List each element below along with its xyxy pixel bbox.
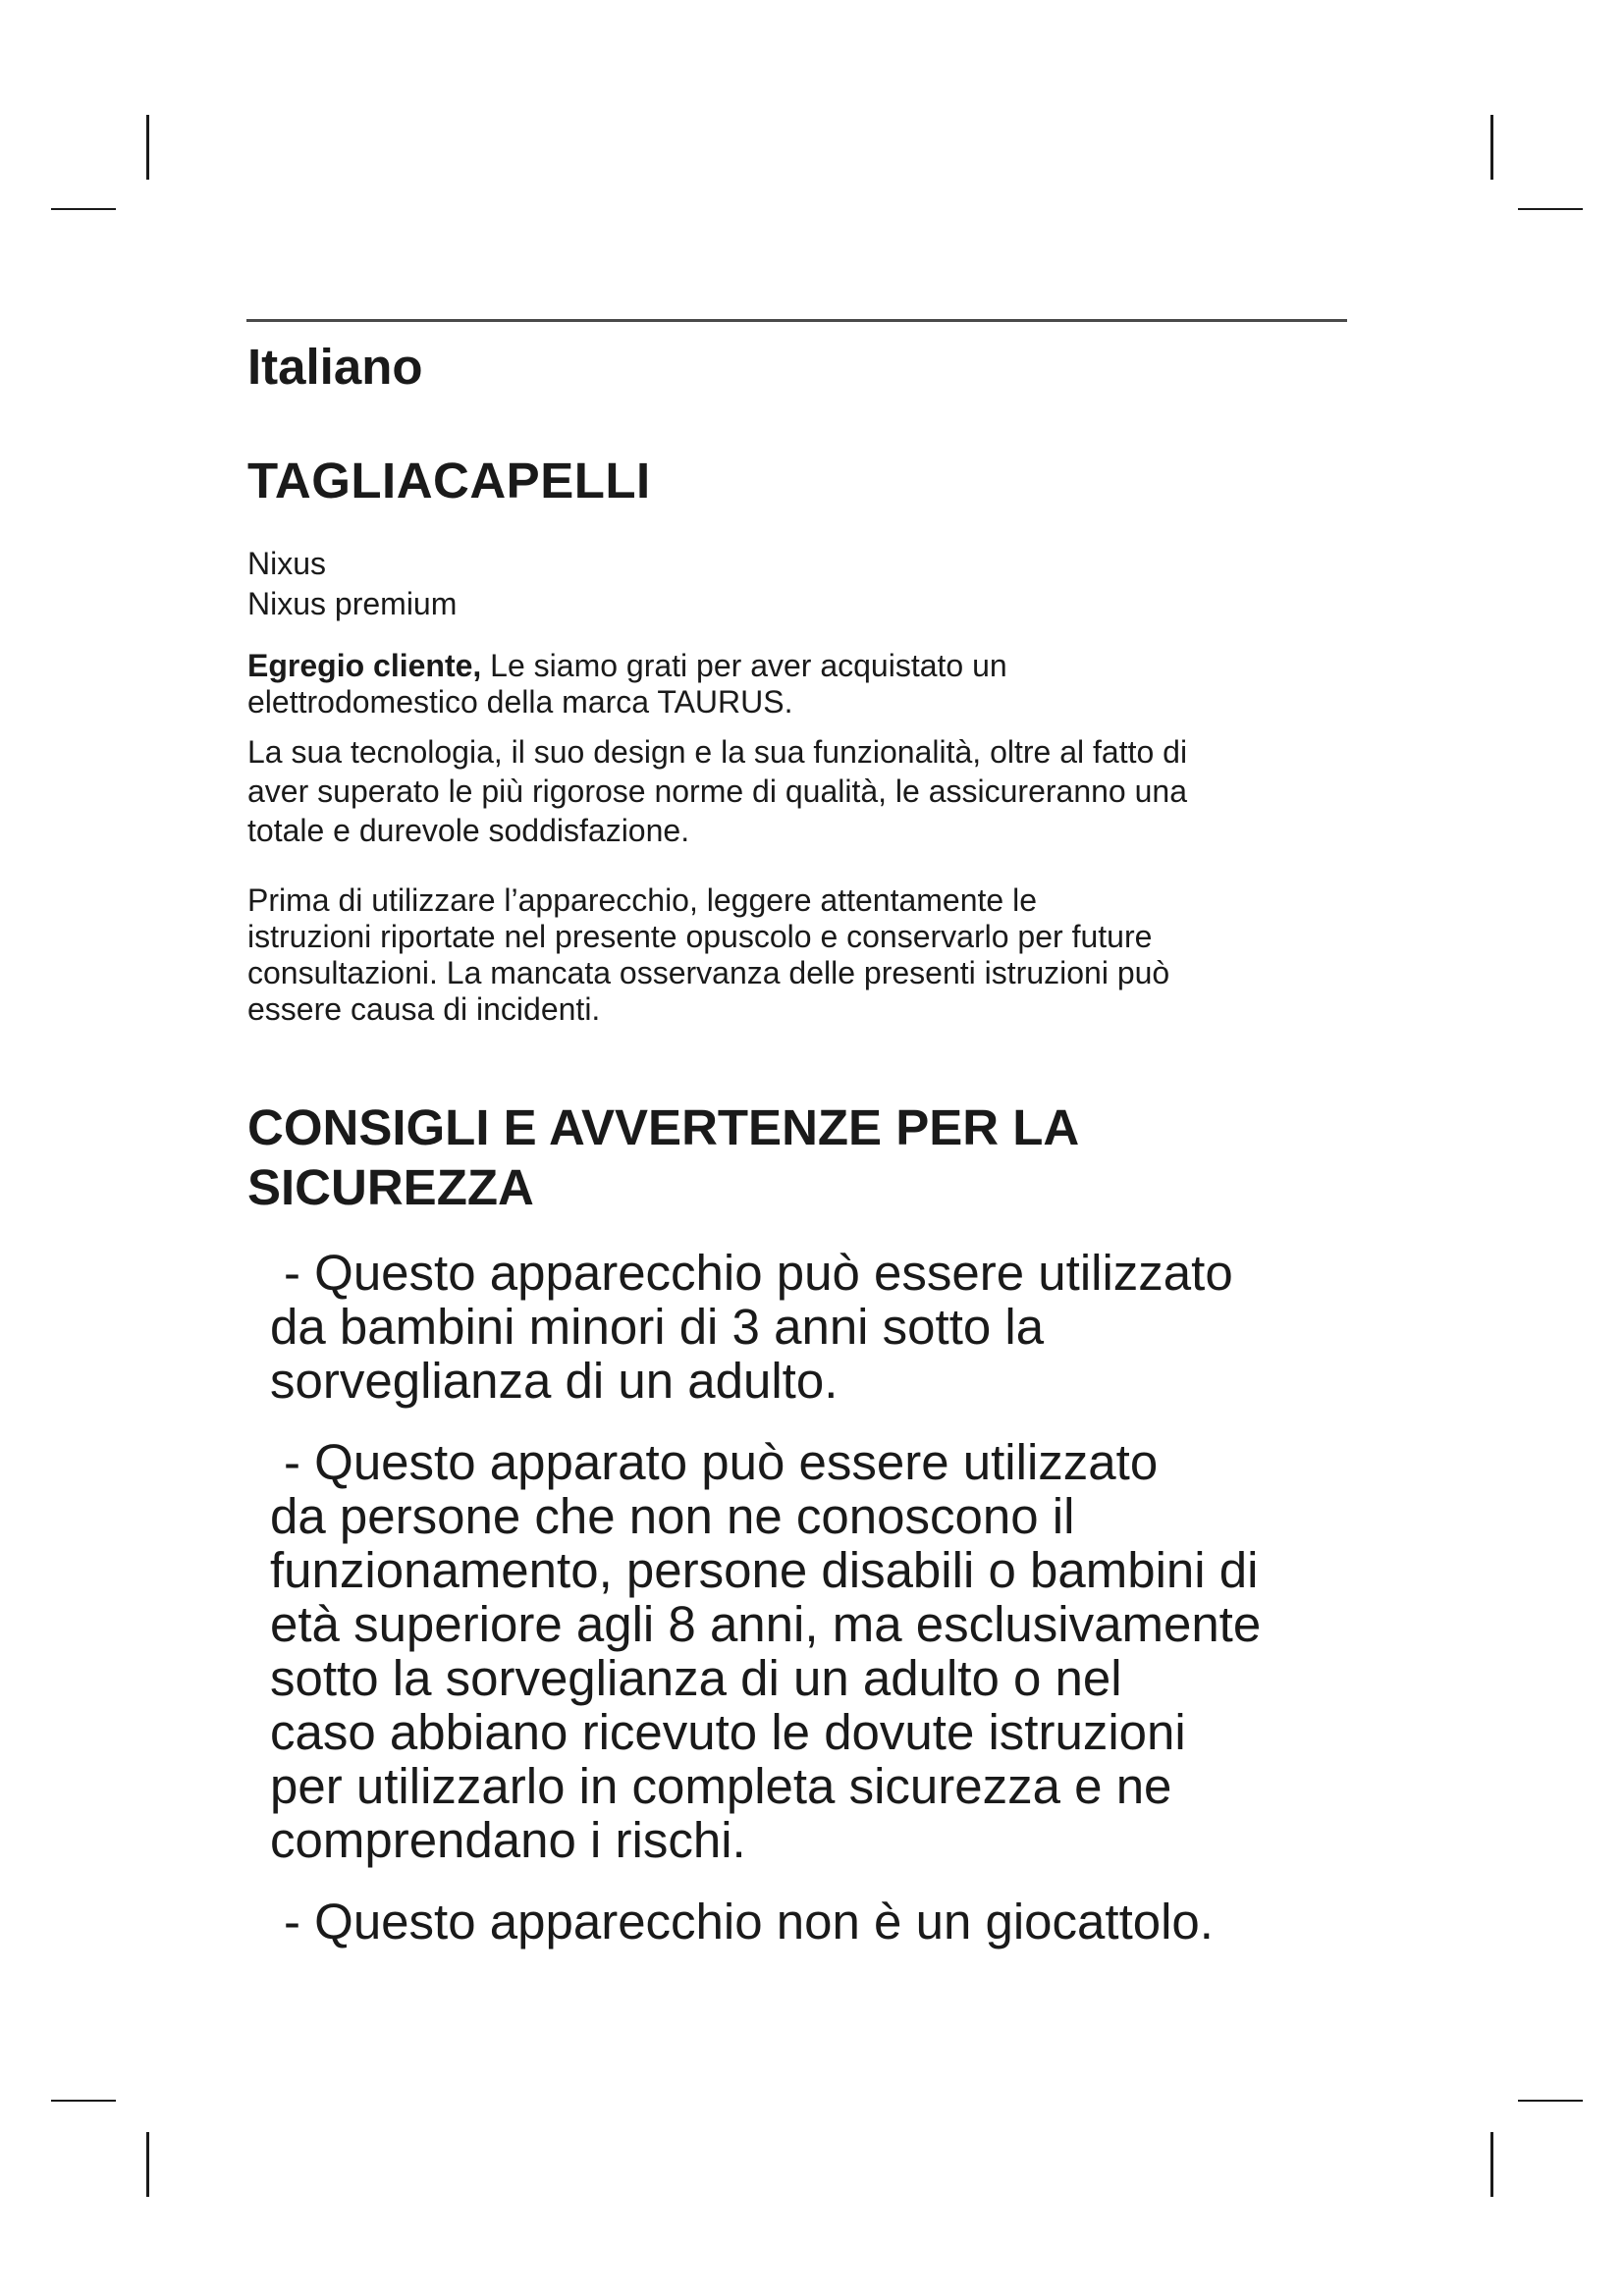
intro-paragraph [247,732,1187,850]
warning-line: sotto la sorveglianza di un adulto o nel [270,1650,1122,1706]
instructions-paragraph [247,882,1169,1028]
paragraph-line: consultazioni. La mancata osservanza delle presenti istruzioni può [247,955,1170,990]
warning-line: - Questo apparato può essere utilizzato [284,1434,1159,1490]
warning-item [270,1895,1214,1949]
greeting [247,648,1007,721]
warning-line: età superiore agli 8 anni, ma esclusivamente [270,1596,1262,1652]
warning-line: da persone che non ne conoscono il [270,1488,1075,1544]
warning-line: comprendano i rischi. [270,1812,746,1868]
crop-mark-bottom-right-horizontal [1518,2100,1583,2102]
crop-mark-bottom-left-horizontal [51,2100,116,2102]
language-label: Italiano [247,339,423,395]
warning-line: da bambini minori di 3 anni sotto la [270,1299,1045,1355]
paragraph-line: totale e durevole soddisfazione. [247,813,690,848]
crop-mark-top-right-vertical [1490,115,1493,180]
warning-line: caso abbiano ricevuto le dovute istruzioni [270,1704,1186,1760]
paragraph-line: Prima di utilizzare l’apparecchio, leggere attentamente le [247,882,1037,918]
paragraph-line: La sua tecnologia, il suo design e la sua funzionalità, oltre al fatto di [247,734,1188,770]
page-title: TAGLIACAPELLI [247,453,651,508]
section-heading [247,1097,1079,1217]
greeting-line-2: elettrodomestico della marca TAURUS. [247,684,793,720]
heading-line: CONSIGLI E AVVERTENZE PER LA [247,1099,1080,1155]
warning-line: funzionamento, persone disabili o bambini di [270,1542,1259,1598]
model-name: Nixus [247,546,327,581]
crop-mark-top-left-vertical [146,115,149,180]
heading-line: SICUREZZA [247,1159,534,1215]
greeting-salutation: Egregio cliente, [247,648,482,683]
crop-mark-bottom-left-vertical [146,2132,149,2197]
crop-mark-top-right-horizontal [1518,208,1583,210]
header-rule [246,319,1347,322]
greeting-text: Le siamo grati per aver acquistato un [481,648,1007,683]
greeting-line-1 [247,648,1007,684]
model-name: Nixus premium [247,586,458,621]
warning-line: - Questo apparecchio può essere utilizzato [284,1245,1233,1301]
warning-item [270,1246,1233,1408]
crop-mark-bottom-right-vertical [1490,2132,1493,2197]
warning-item [270,1435,1261,1867]
warning-line: sorveglianza di un adulto. [270,1353,839,1409]
crop-mark-top-left-horizontal [51,208,116,210]
warning-line: per utilizzarlo in completa sicurezza e ne [270,1758,1172,1814]
warning-line: - Questo apparecchio non è un giocattolo. [284,1894,1214,1949]
paragraph-line: aver superato le più rigorose norme di qualità, le assicureranno una [247,774,1187,809]
paragraph-line: essere causa di incidenti. [247,991,601,1027]
paragraph-line: istruzioni riportate nel presente opuscolo e conservarlo per future [247,919,1153,954]
